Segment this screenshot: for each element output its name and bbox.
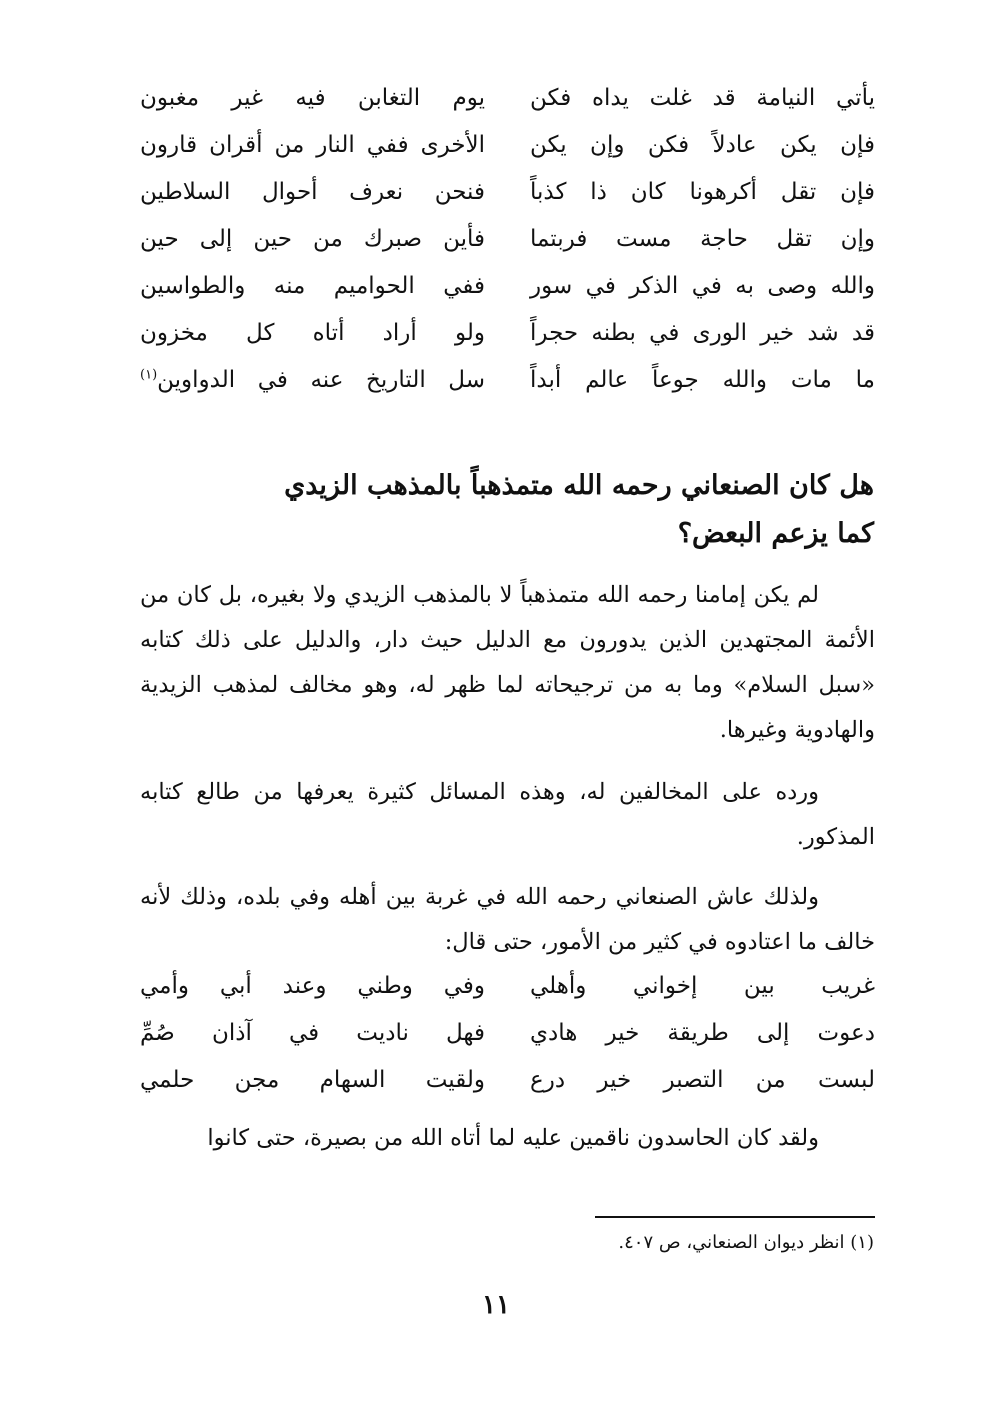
- verse-line: [140, 309, 875, 356]
- verse-first-hemistich: والله وصى به في الذكر في سور: [530, 272, 875, 299]
- paragraph-1: [140, 573, 875, 753]
- verse-second-hemistich: وفي وطني وعند أبي وأمي: [140, 972, 485, 999]
- paragraph-text: ولقد كان الحاسدون ناقمين عليه لما أتاه الله من بصيرة، حتى كانوا: [207, 1125, 819, 1151]
- verse-line: [140, 1009, 875, 1056]
- verse-second-hemistich: ولقيت السهام مجن حلمي: [140, 1066, 485, 1093]
- verse-second-hemistich: الأخرى ففي النار من أقران قارون: [140, 131, 485, 158]
- verse-line: [140, 356, 875, 403]
- verse-second-hemistich: فنحن نعرف أحوال السلاطين: [140, 178, 485, 205]
- verse-first-hemistich: فإن يكن عادلاً فكن وإن يكن: [530, 131, 875, 158]
- verse-text: سل التاريخ عنه في الدواوين: [157, 366, 485, 393]
- verse-second-hemistich: فأين صبرك من حين إلى حين: [140, 225, 485, 252]
- verse-first-hemistich: دعوت إلى طريقة خير هادي: [530, 1019, 875, 1046]
- verse-line: [140, 262, 875, 309]
- verse-first-hemistich: لبست من التصبر خير درع: [530, 1066, 875, 1093]
- footnote: (١) انظر ديوان الصنعاني، ص ٤٠٧.: [618, 1232, 874, 1253]
- poem-verses: [140, 74, 875, 403]
- verse-line: [140, 168, 875, 215]
- verse-second-hemistich: فهل ناديت في آذان صُمِّ: [140, 1019, 485, 1046]
- verse-first-hemistich: قد شد خير الورى في بطنه حجراً: [530, 319, 875, 346]
- paragraph-text: لم يكن إمامنا رحمه الله متمذهباً لا بالمذهب الزيدي ولا بغيره، بل كان من الأئمة المجتهدين الذين يدورون مع الدليل حيث دار، والدليل على ذلك كتابه «سبل السلام» وما به من ترجيحاته لما ظهر له، وهو مخالف لمذهب الزيدية والهادوية وغيرها.: [140, 582, 875, 743]
- poem-verses: [140, 962, 875, 1103]
- paragraph-4: [140, 1116, 875, 1161]
- verse-line: [140, 1056, 875, 1103]
- page-number: ١١: [482, 1290, 510, 1320]
- verse-line: [140, 215, 875, 262]
- section-heading-line: كما يزعم البعض؟: [677, 518, 874, 549]
- verse-first-hemistich: ما مات والله جوعاً عالم أبداً: [530, 366, 875, 393]
- paragraph-3: [140, 875, 875, 965]
- paragraph-2: [140, 770, 875, 860]
- section-heading-line: هل كان الصنعاني رحمه الله متمذهباً بالمذهب الزيدي: [284, 470, 874, 501]
- verse-second-hemistich: يوم التغابن فيه غير مغبون: [140, 84, 485, 111]
- section-heading: [140, 462, 874, 558]
- verse-first-hemistich: يأتي النيامة قد غلت يداه فكن: [530, 84, 875, 111]
- verse-first-hemistich: وإن تقل حاجة مست فربتما: [530, 225, 875, 252]
- paragraph-text: ولذلك عاش الصنعاني رحمه الله في غربة بين أهله وفي بلده، وذلك لأنه خالف ما اعتادوه في كثير من الأمور، حتى قال:: [140, 884, 875, 955]
- verse-second-hemistich: ولو أراد أتاه كل مخزون: [140, 319, 485, 346]
- verse-line: [140, 74, 875, 121]
- verse-line: [140, 121, 875, 168]
- paragraph-text: ورده على المخالفين له، وهذه المسائل كثيرة يعرفها من طالع كتابه المذكور.: [140, 779, 875, 850]
- verse-second-hemistich: ففي الحواميم منه والطواسين: [140, 272, 485, 299]
- verse-line: [140, 962, 875, 1009]
- verse-second-hemistich: [140, 367, 485, 393]
- verse-first-hemistich: فإن تقل أكرهونا كان ذا كذباً: [530, 178, 875, 205]
- verse-first-hemistich: غريب بين إخواني وأهلي: [530, 972, 875, 999]
- footnote-separator: [595, 1216, 875, 1218]
- footnote-reference: (١): [140, 366, 158, 382]
